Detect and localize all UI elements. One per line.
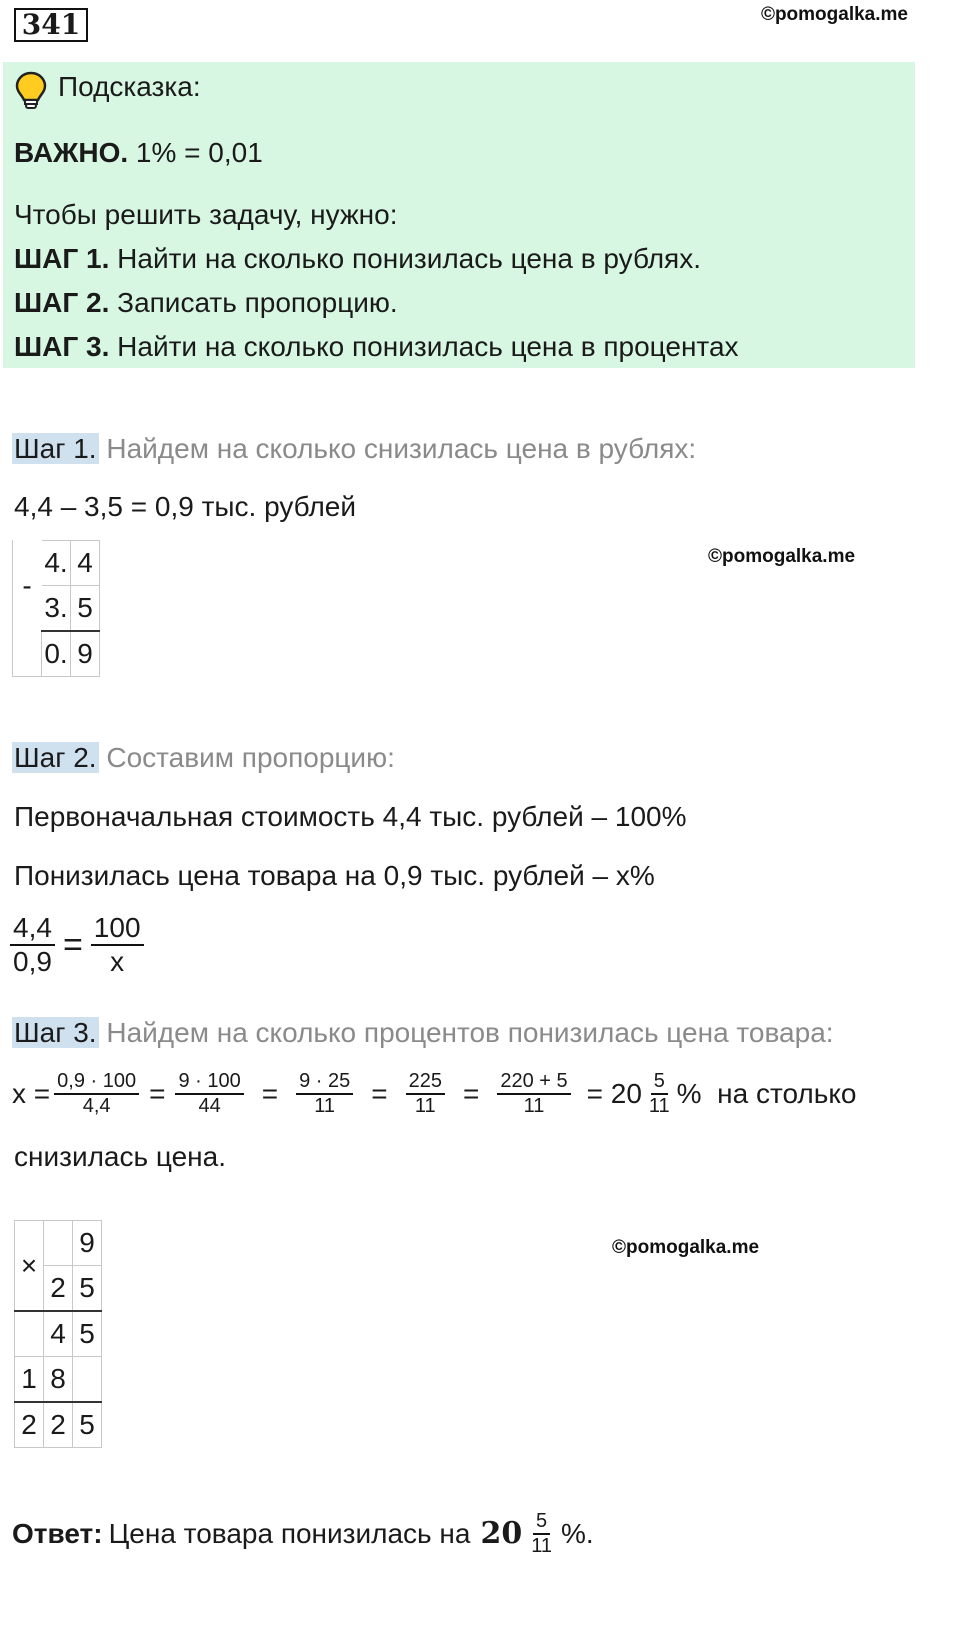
hint-title: Подсказка: [58,71,201,102]
step2-label: Шаг 2. [14,742,97,773]
step2-text: Составим пропорцию: [106,742,395,773]
problem-number: 341 [14,8,88,42]
hint-step-1: ШАГ 1. Найти на сколько понизилась цена в рублях. [14,243,701,274]
answer-line [12,1510,594,1558]
proportion: $\frac{4,4}{0,9}$ = $\frac{100}{x}$ [10,912,144,978]
hint-step-2: ШАГ 2. Записать пропорцию. [14,287,398,318]
step2-line1: Первоначальная стоимость 4,4 тыс. рублей – 100% [14,801,687,832]
step1-heading [12,432,696,466]
answer-text: Цена товара понизилась на [108,1518,471,1549]
step2-heading [12,741,395,775]
step3-text: Найдем на сколько процентов понизилась цена товара: [106,1017,834,1048]
answer-whole: 20 [480,1516,523,1551]
important-line [14,136,263,170]
step3-calculation: x = $\frac{0,9 \cdot 100}{4,4}$ = $\frac{9 \cdot 100}{44}$ = $\frac{9 \cdot 25}{11}$ = $\frac{225}{11}$ = $\frac{220 + 5}{11}$ = 20 $\frac{5}{11}$ % на столько [12,1070,857,1117]
step1-label: Шаг 1. [14,433,97,464]
hint-step-3: ШАГ 3. Найти на сколько понизилась цена в процентах [14,331,739,362]
step1-text: Найдем на сколько снизилась цена в рублях: [106,433,697,464]
watermark: ©pomogalka.me [760,4,908,25]
subtraction-column: - 4. 4 3. 5 0. 9 [12,540,100,677]
step3-heading [12,1016,834,1050]
answer-fraction: $\frac{5}{11}$ [531,1510,552,1557]
watermark-2: ©pomogalka.me [708,546,856,567]
answer-tail: %. [560,1518,594,1549]
step3-line2: снизилась цена. [14,1141,226,1172]
hint-intro: Чтобы решить задачу, нужно: [14,199,398,230]
important-text: 1% = 0,01 [135,137,263,168]
lightbulb-icon [14,70,48,110]
multiplication-column: × 9 2 5 4 5 1 8 2 2 5 [14,1220,102,1448]
answer-label: Ответ: [12,1518,103,1549]
watermark-3: ©pomogalka.me [612,1237,760,1258]
step2-line2: Понизилась цена товара на 0,9 тыс. рублей – x% [14,860,655,891]
important-label: ВАЖНО. [14,137,129,168]
step1-equation: 4,4 – 3,5 = 0,9 тыс. рублей [14,491,357,522]
step3-label: Шаг 3. [14,1017,97,1048]
